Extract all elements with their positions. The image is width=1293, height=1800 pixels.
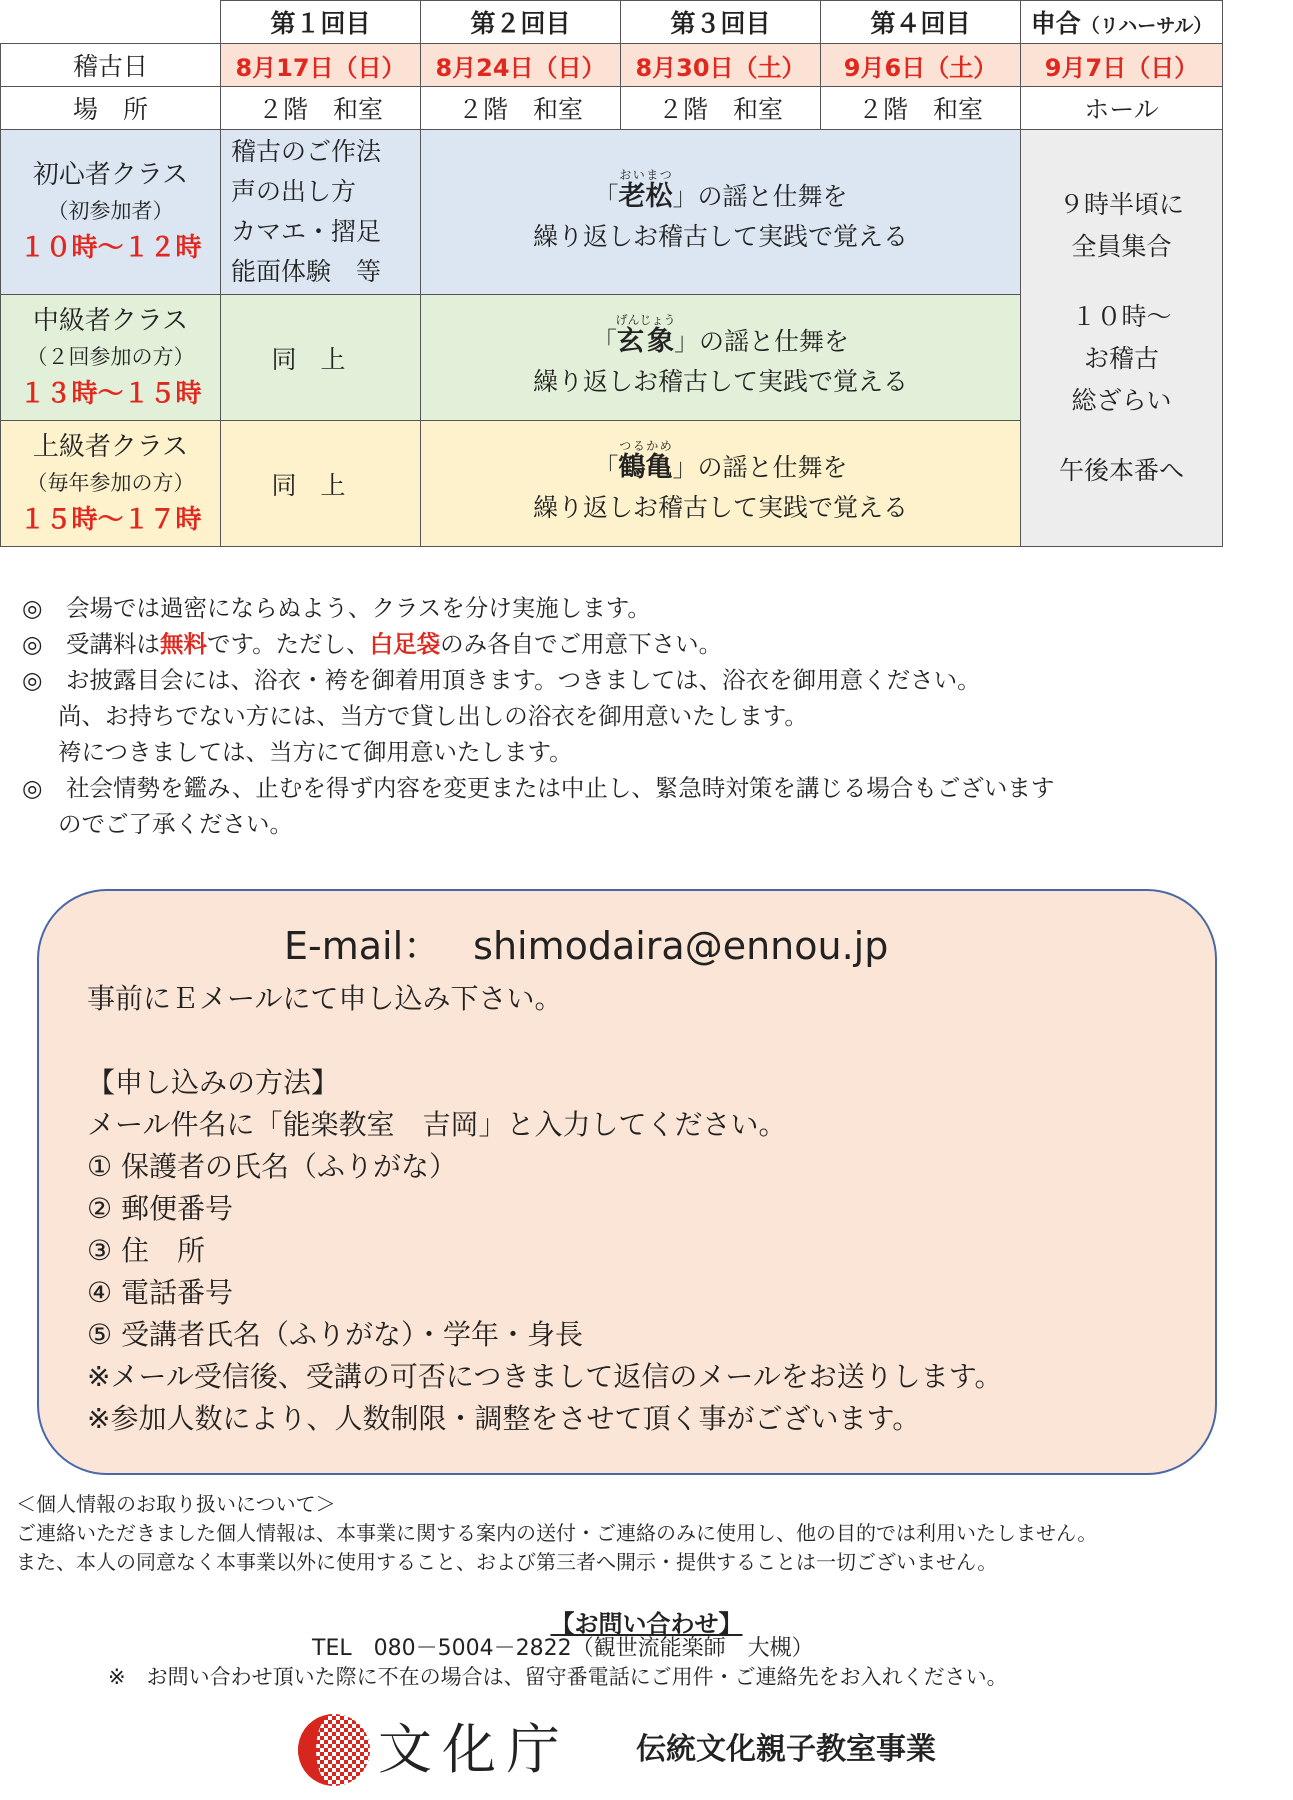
note-change-b: のでご了承ください。: [58, 810, 293, 838]
theme-advanced: [421, 421, 1021, 547]
date-1: 8月17日（日）: [221, 44, 421, 87]
play-title: [618, 439, 673, 483]
method-title: 【申し込みの方法】: [87, 1066, 340, 1099]
application-box: [37, 889, 1217, 1475]
list-item: ④ 電話番号: [87, 1276, 234, 1309]
note-fee-b: です。ただし、: [207, 630, 370, 658]
play-close: 」の謡と仕舞を: [674, 327, 850, 356]
date-2: 8月24日（日）: [421, 44, 621, 87]
privacy-line: ご連絡いただきました個人情報は、本事業に関する案内の送付・ご連絡のみに使用し、他の目的では利用いたしません。: [16, 1521, 1098, 1545]
play-line: [421, 168, 1020, 217]
first-session-beginner: [221, 130, 421, 295]
practice-line: 繰り返しお稽古して実践で覚える: [532, 493, 908, 522]
program-name: 伝統文化親子教室事業: [636, 1732, 936, 1767]
list-item: ③ 住 所: [87, 1234, 206, 1267]
place-label: 場 所: [1, 87, 221, 130]
email-label: E-mail：: [284, 924, 442, 968]
schedule-table: [0, 0, 1223, 547]
theme-intermediate: [421, 295, 1021, 421]
rehearsal-gap: [1021, 422, 1222, 450]
class-cell-beginner: [1, 130, 221, 295]
note-fee-a: ◎ 受講料は: [22, 630, 161, 658]
class-sub: （毎年参加の方）: [26, 470, 195, 495]
class-name: 中級者クラス: [32, 305, 189, 336]
reply-note: ※メール受信後、受講の可否につきまして返信のメールをお送りします。: [87, 1360, 1003, 1393]
privacy-line: また、本人の同意なく本事業以外に使用すること、および第三者へ開示・提供することは一切ございません。: [16, 1550, 998, 1574]
first-line: カマエ・摺足: [231, 217, 382, 246]
date-3: 8月30日（土）: [621, 44, 821, 87]
note-yukata-rental: 尚、お持ちでない方には、当方で貸し出しの浴衣を御用意いたします。: [58, 702, 808, 730]
play-title: [618, 167, 673, 212]
email-line: [284, 915, 888, 970]
limit-note: ※参加人数により、人数制限・調整をさせて頂く事がございます。: [87, 1402, 921, 1435]
rehearsal-gap: [1021, 268, 1222, 296]
class-cell-intermediate: [1, 295, 221, 421]
contact-tel[interactable]: TEL 080－5004－2822（観世流能楽師 大槻）: [312, 1636, 814, 1661]
class-time: １３時～１５時: [19, 378, 202, 409]
list-item: ① 保護者の氏名（ふりがな）: [87, 1150, 458, 1183]
place-3: ２階 和室: [621, 87, 821, 130]
play-close: 」の謡と仕舞を: [672, 453, 848, 482]
rehearsal-header-sub: （リハーサル）: [1080, 15, 1213, 37]
note-yukata: ◎ お披露目会には、浴衣・袴を御着用頂きます。つきましては、浴衣を御用意ください。: [22, 666, 981, 694]
class-name: 初心者クラス: [32, 160, 189, 190]
first-session-advanced: [221, 421, 421, 547]
corner-cell: [1, 1, 221, 44]
play-line: [421, 313, 1020, 362]
class-sub: （２回参加の方）: [26, 344, 195, 369]
class-time: １５時～１７時: [19, 504, 202, 535]
play-open: 「: [591, 327, 617, 356]
note-hakama: 袴につきましては、当方にて御用意いたします。: [58, 738, 573, 766]
same-as-above: 同上: [271, 470, 370, 500]
place-rehearsal: ホール: [1021, 87, 1223, 130]
play-close: 」の謡と仕舞を: [672, 181, 848, 211]
rehearsal-cell: [1021, 130, 1223, 547]
class-name: 上級者クラス: [32, 431, 189, 462]
first-line: 稽古のご作法: [231, 137, 382, 166]
first-session-intermediate: [221, 295, 421, 421]
place-1: ２階 和室: [221, 87, 421, 130]
header-row: [1, 1, 1223, 44]
application-body: [87, 978, 1003, 1440]
note-fee-c: のみ各自でご用意下さい。: [440, 630, 723, 658]
place-4: ２階 和室: [821, 87, 1021, 130]
play-open: 「: [593, 181, 619, 211]
dates-row: [1, 44, 1223, 87]
play-reading: げんじょう: [615, 313, 676, 327]
note-change: ◎ 社会情勢を鑑み、止むを得ず内容を変更または中止し、緊急時対策を講じる場合もございます: [22, 774, 1055, 802]
rehearsal-line: 午後本番へ: [1058, 456, 1184, 485]
date-rehearsal: 9月7日（日）: [1021, 44, 1223, 87]
list-item: ② 郵便番号: [87, 1192, 234, 1225]
rehearsal-line: 全員集合: [1071, 232, 1172, 261]
list-item: ⑤ 受講者氏名（ふりがな）・学年・身長: [87, 1318, 584, 1351]
play-line: [421, 439, 1020, 488]
play-reading: おいまつ: [618, 167, 673, 182]
header-session-4: 第４回目: [821, 1, 1021, 44]
privacy-title: ＜個人情報のお取り扱いについて＞: [16, 1492, 336, 1516]
class-row-beginner: [1, 130, 1223, 295]
play-title: [615, 313, 676, 357]
practice-line: 繰り返しお稽古して実践で覚える: [532, 221, 908, 251]
notes-section: [22, 590, 1054, 842]
play-open: 「: [593, 453, 619, 482]
play-name: 鶴亀: [618, 452, 673, 483]
rehearsal-line: ９時半頃に: [1058, 190, 1184, 219]
note-fee-tabi: 白足袋: [369, 630, 441, 658]
play-name: 老松: [618, 180, 673, 212]
place-2: ２階 和室: [421, 87, 621, 130]
header-rehearsal: [1021, 1, 1223, 44]
first-line: 能面体験 等: [231, 257, 382, 286]
note-fee-free: 無料: [160, 630, 208, 658]
play-name: 玄象: [615, 326, 676, 357]
rehearsal-line: １０時～: [1071, 302, 1172, 331]
subject-instruction: メール件名に「能楽教室 吉岡」と入力してください。: [87, 1108, 787, 1141]
practice-line: 繰り返しお稽古して実践で覚える: [532, 367, 908, 396]
rehearsal-header-label: 申合: [1030, 9, 1081, 38]
class-time: １０時～１２時: [19, 233, 202, 263]
header-session-2: 第２回目: [421, 1, 621, 44]
email-address[interactable]: shimodaira@ennou.jp: [473, 924, 889, 968]
agency-logo-icon: [296, 1712, 372, 1788]
play-reading: つるかめ: [618, 439, 673, 453]
header-session-1: 第１回目: [221, 1, 421, 44]
note-fee: [22, 626, 1054, 662]
place-row: [1, 87, 1223, 130]
note-venue: ◎ 会場では過密にならぬよう、クラスを分け実施します。: [22, 594, 651, 622]
contact-note: ※ お問い合わせ頂いた際に不在の場合は、留守番電話にご用件・ご連絡先をお入れください。: [108, 1665, 1008, 1689]
first-line: 声の出し方: [231, 177, 357, 206]
header-session-3: 第３回目: [621, 1, 821, 44]
spacer: [87, 1020, 1003, 1062]
privacy-section: [16, 1490, 1097, 1577]
same-as-above: 同上: [271, 344, 370, 374]
class-cell-advanced: [1, 421, 221, 547]
application-intro: 事前にＥメールにて申し込み下さい。: [87, 982, 563, 1015]
rehearsal-line: 総ざらい: [1071, 386, 1172, 415]
class-sub: （初参加者）: [47, 199, 174, 223]
theme-beginner: [421, 130, 1021, 295]
rehearsal-line: お稽古: [1083, 344, 1159, 373]
date-label: 稽古日: [1, 44, 221, 87]
date-4: 9月6日（土）: [821, 44, 1021, 87]
agency-name: 文化庁: [378, 1718, 570, 1781]
contact-title-text: 【お問い合わせ】: [550, 1610, 743, 1638]
